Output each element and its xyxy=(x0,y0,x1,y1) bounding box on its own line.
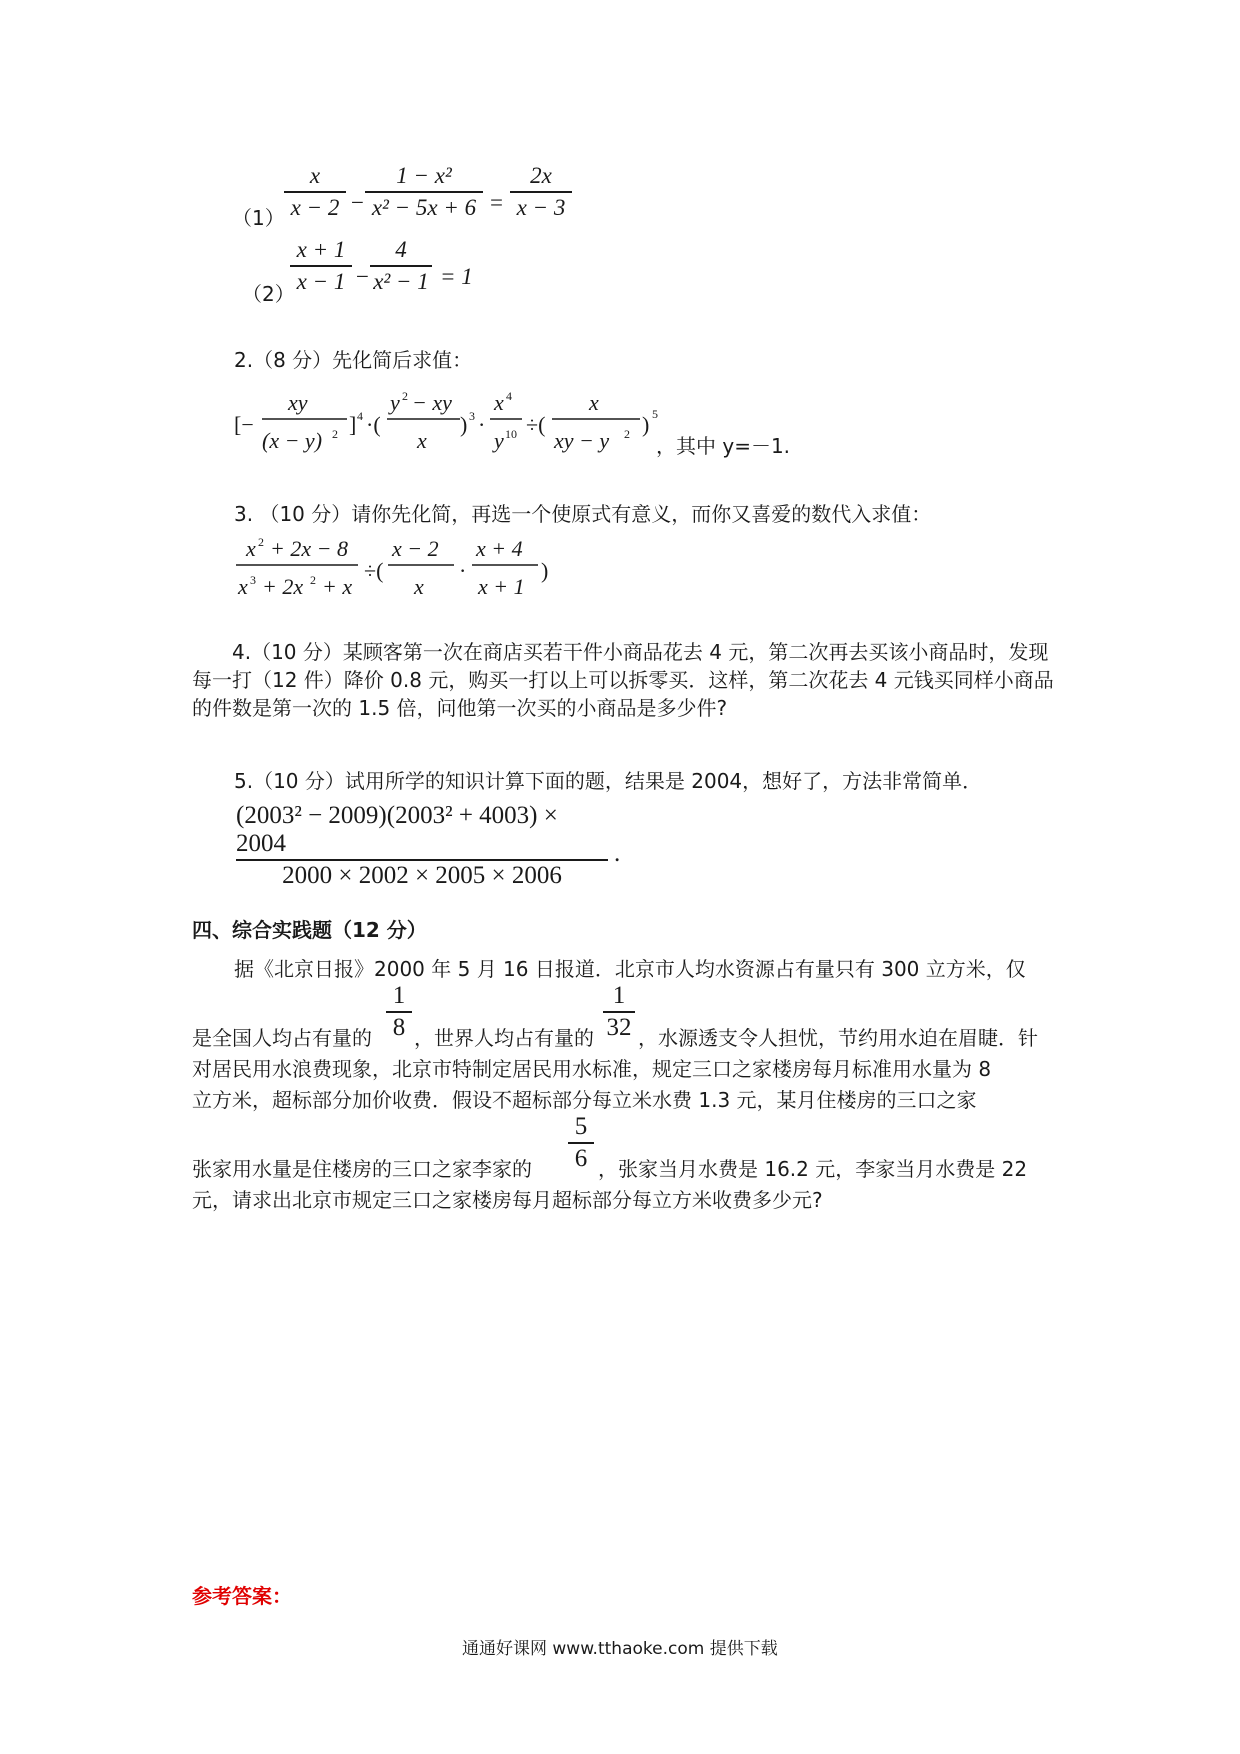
eq1-f2-numerator: 1 − x² xyxy=(396,163,452,188)
eq1-fraction-3 xyxy=(510,162,572,222)
svg-text:2: 2 xyxy=(258,535,264,549)
section4-line-4: 立方米，超标部分加价收费．假设不超标部分每立米水费 1.3 元，某月住楼房的三口之家 xyxy=(192,1088,977,1112)
fraction-one-eighth xyxy=(386,982,412,1042)
svg-text:+ 2x − 8: + 2x − 8 xyxy=(270,536,348,561)
svg-text:·: · xyxy=(459,558,467,583)
eq1-f2-denominator: x² − 5x + 6 xyxy=(371,195,477,220)
svg-text:x: x xyxy=(246,536,256,561)
svg-text:5: 5 xyxy=(652,407,658,421)
eq2-f1-numerator: x + 1 xyxy=(296,237,346,262)
fraction-b-numerator: 1 xyxy=(612,982,626,1009)
eq2-label: （2） xyxy=(242,282,295,306)
eq1-f1-numerator: x xyxy=(309,163,321,188)
section4-line-2a: 是全国人均占有量的 xyxy=(192,1026,372,1050)
svg-text:x: x xyxy=(494,390,504,415)
eq2-fraction-1 xyxy=(290,236,352,296)
svg-text:− xy: − xy xyxy=(412,390,452,415)
svg-text:÷(: ÷( xyxy=(526,412,546,437)
svg-text:÷(: ÷( xyxy=(364,558,384,583)
eq2-f1-denominator: x − 1 xyxy=(296,269,346,294)
svg-text:x: x xyxy=(417,428,427,453)
svg-text:): ) xyxy=(541,558,549,583)
eq1-fraction-2 xyxy=(365,162,483,222)
fraction-five-sixths xyxy=(568,1113,594,1173)
svg-text:10: 10 xyxy=(505,427,517,441)
fraction-c-numerator: 5 xyxy=(574,1113,588,1140)
svg-text:·: · xyxy=(478,412,486,437)
svg-text:+ x: + x xyxy=(322,574,353,599)
eq1-f1-denominator: x − 2 xyxy=(290,195,340,220)
svg-text:3: 3 xyxy=(250,573,256,587)
problem5-fraction xyxy=(236,802,608,890)
eq1-f3-denominator: x − 3 xyxy=(516,195,566,220)
svg-text:x + 1: x + 1 xyxy=(478,574,525,599)
problem5-heading: 5.（10 分）试用所学的知识计算下面的题，结果是 2004，想好了，方法非常简单． xyxy=(234,769,983,793)
fraction-c-denominator: 6 xyxy=(574,1145,588,1172)
problem5-numerator: (2003² − 2009)(2003² + 4003) × 2004 xyxy=(236,802,558,857)
svg-text:2: 2 xyxy=(332,427,338,441)
svg-text:x: x xyxy=(238,574,248,599)
section4-title: 四、综合实践题（12 分） xyxy=(192,918,427,942)
fraction-one-thirty-second xyxy=(603,982,635,1042)
answers-heading: 参考答案： xyxy=(192,1584,292,1608)
problem3-formula-graphic xyxy=(232,532,572,604)
svg-text:4: 4 xyxy=(357,409,363,423)
eq1-label: （1） xyxy=(232,206,285,230)
svg-text:4: 4 xyxy=(506,389,512,403)
eq2-f2-denominator: x² − 1 xyxy=(373,269,429,294)
eq1-minus: − xyxy=(351,190,364,215)
eq1-fraction-1 xyxy=(284,162,346,222)
svg-text:2: 2 xyxy=(624,427,630,441)
section4-line-5a: 张家用水量是住楼房的三口之家李家的 xyxy=(192,1157,532,1181)
svg-text:x − 2: x − 2 xyxy=(392,536,439,561)
eq1-equals: = xyxy=(490,190,503,215)
eq2-minus: − xyxy=(356,264,369,289)
problem3-expression xyxy=(232,532,572,604)
eq2-fraction-2 xyxy=(370,236,432,296)
fraction-a-denominator: 8 xyxy=(392,1014,406,1041)
svg-text:(x − y): (x − y) xyxy=(262,428,323,453)
svg-text:2: 2 xyxy=(402,389,408,403)
svg-text:xy: xy xyxy=(288,390,308,415)
section4-line-2c: ，水源透支令人担忧，节约用水迫在眉睫．针 xyxy=(638,1026,1038,1050)
problem3-heading: 3. （10 分）请你先化简，再选一个使原式有意义，而你又喜爱的数代入求值： xyxy=(234,502,932,526)
svg-text:y: y xyxy=(494,428,504,453)
fraction-b-denominator: 32 xyxy=(606,1014,632,1041)
problem5-denominator: 2000 × 2002 × 2005 × 2006 xyxy=(282,862,562,889)
svg-text:): ) xyxy=(460,412,468,437)
svg-text:3: 3 xyxy=(469,409,475,423)
problem2-condition: ，其中 y=－1. xyxy=(656,434,791,458)
svg-text:[−: [− xyxy=(234,412,254,437)
svg-text:·(: ·( xyxy=(366,412,381,437)
svg-text:): ) xyxy=(642,412,650,437)
eq1-f3-numerator: 2x xyxy=(530,163,552,188)
svg-text:y: y xyxy=(390,390,400,415)
svg-text:+ 2x: + 2x xyxy=(262,574,304,599)
section4-line-6: 元，请求出北京市规定三口之家楼房每月超标部分每立方米收费多少元? xyxy=(192,1188,823,1212)
eq2-rhs: = 1 xyxy=(440,264,473,289)
problem2-heading: 2.（8 分）先化简后求值： xyxy=(234,348,473,372)
svg-text:2: 2 xyxy=(310,573,316,587)
section4-line-5b: ，张家当月水费是 16.2 元，李家当月水费是 22 xyxy=(598,1157,1028,1181)
svg-text:x: x xyxy=(589,390,599,415)
svg-text:x + 4: x + 4 xyxy=(476,536,523,561)
svg-text:xy − y: xy − y xyxy=(554,428,610,453)
section4-line-2b: ，世界人均占有量的 xyxy=(414,1026,594,1050)
section4-line-3: 对居民用水浪费现象，北京市特制定居民用水标准，规定三口之家楼房每月标准用水量为 8 xyxy=(192,1057,992,1081)
problem5-period: . xyxy=(614,840,621,867)
footer-text: 通通好课网 www.tthaoke.com 提供下载 xyxy=(462,1639,778,1659)
eq2-f2-numerator: 4 xyxy=(395,237,407,262)
section4-line-1: 据《北京日报》2000 年 5 月 16 日报道．北京市人均水资源占有量只有 300 立方米，仅 xyxy=(234,957,1026,981)
svg-text:]: ] xyxy=(349,412,357,437)
problem4-text: 4.（10 分）某顾客第一次在商店买若干件小商品花去 4 元，第二次再去买该小商品时，发现每一打（12 件）降价 0.8 元，购买一打以上可以拆零买．这样，第二次花去 4 元钱买同样小商品的件数是第一次的 1.5 倍，问他第一次买的小商品是多少件? xyxy=(192,640,1054,720)
svg-text:x: x xyxy=(414,574,424,599)
fraction-a-numerator: 1 xyxy=(392,982,406,1009)
